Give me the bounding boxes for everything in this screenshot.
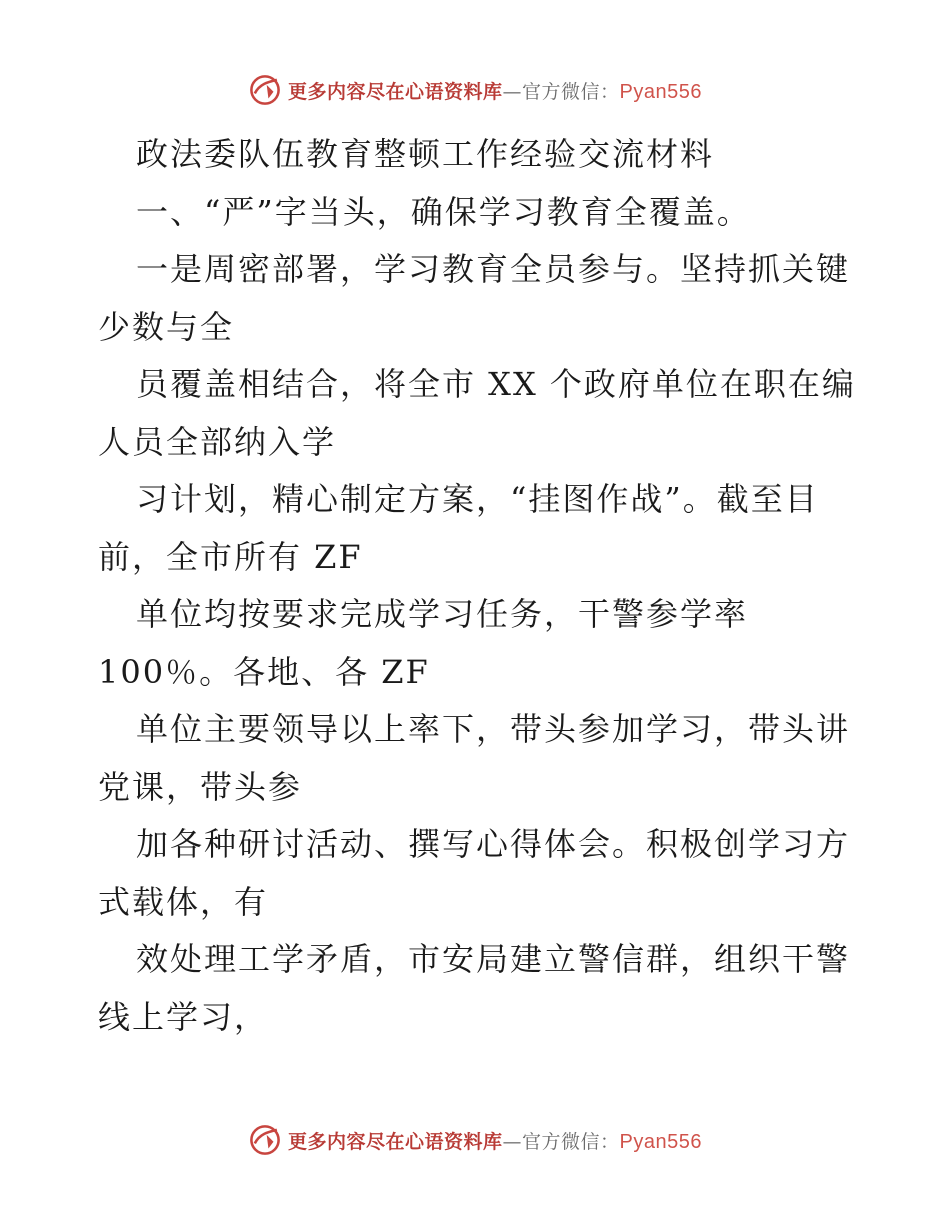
paragraph-line: 前，全市所有 ZF [98,537,363,576]
logo-icon [248,1123,282,1157]
watermark-wechat-id: Pyan556 [619,80,702,103]
document-title: 政法委队伍教育整顿工作经验交流材料 [136,135,715,173]
header-watermark-banner [0,70,950,110]
paragraph-line: 员覆盖相结合，将全市 XX 个政府单位在职在编 [136,365,856,403]
paragraph-line: 式载体，有 [98,882,269,921]
section-heading: 一、“严”字当头，确保学习教育全覆盖。 [136,192,751,231]
logo-icon [248,73,282,107]
watermark-wechat-label: 官方微信： [522,1130,620,1153]
watermark-text [288,77,702,104]
paragraph-line: 线上学习， [98,997,269,1036]
watermark-dash: — [502,80,523,103]
watermark-title: 更多内容尽在心语资料库 [288,80,503,103]
paragraph-line: 习计划，精心制定方案，“挂图作战”。截至目 [136,480,819,518]
document-body [98,126,858,1046]
paragraph-line: 单位主要领导以上率下，带头参加学习，带头讲 [136,710,851,748]
paragraph-line: 加各种研讨活动、撰写心得体会。积极创学习方 [136,825,851,863]
paragraph-line: 党课，带头参 [98,767,303,806]
watermark-wechat-id: Pyan556 [619,1130,702,1153]
paragraph-line: 100％。各地、各 ZF [98,652,430,691]
watermark-dash: — [502,1130,523,1153]
watermark-wechat-label: 官方微信： [522,80,620,103]
paragraph-line: 单位均按要求完成学习任务，干警参学率 [136,595,749,633]
paragraph-line: 人员全部纳入学 [98,422,337,461]
watermark-text [288,1127,702,1154]
paragraph-line: 少数与全 [98,307,235,346]
footer-watermark-banner [0,1120,950,1160]
watermark-title: 更多内容尽在心语资料库 [288,1130,503,1153]
paragraph-line: 效处理工学矛盾，市安局建立警信群，组织干警 [136,940,851,978]
paragraph-line: 一是周密部署，学习教育全员参与。坚持抓关键 [136,250,851,288]
